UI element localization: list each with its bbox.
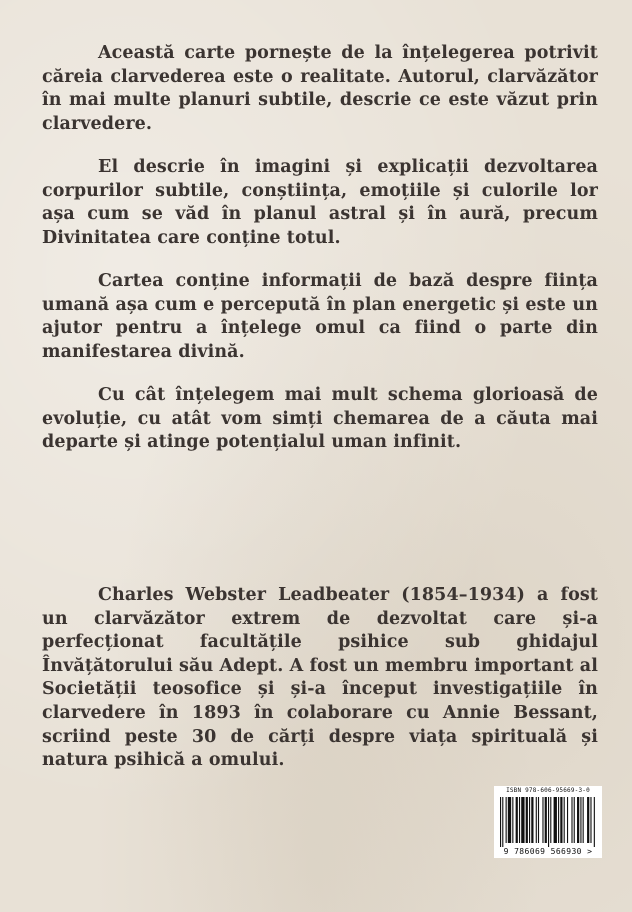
- barcode-bar: [590, 797, 591, 843]
- barcode-bar: [577, 797, 579, 843]
- author-bio: Charles Webster Leadbeater (1854–1934) a fost un clarvăzător extrem de dezvoltat care și-a perfecționat facultățile psihice sub ghidajul Învățătorului său Adept. A fost un membru important al Societății teosofice și și-a început investigațiile în clarvedere în 1893 în colaborare cu Annie Bessant, scriind peste 30 de cărți despre viața spirituală și natura psihică a omului.: [42, 585, 598, 771]
- barcode-bar: [531, 797, 533, 843]
- barcode-bar: [500, 797, 501, 847]
- isbn-label: ISBN 978-606-95669-3-0: [506, 787, 590, 794]
- description-paragraph-1: Această carte pornește de la înțelegerea potrivit căreia clarvederea este o realitate. Autorul, clarvăzător în mai multe planuri subtile, descrie ce este văzut prin clarvedere.: [42, 43, 598, 134]
- barcode-bar: [526, 797, 528, 843]
- barcode-bar: [502, 797, 503, 847]
- barcode-bar: [538, 797, 539, 843]
- barcode-bar: [512, 797, 513, 843]
- barcode-bar: [554, 797, 557, 843]
- description-paragraph-2: El descrie în imagini și explicații dezvoltarea corpurilor subtile, conștiința, emoțiile și culorile lor așa cum se văd în planul astral și în aură, precum Divinitatea care conține totul.: [42, 157, 598, 248]
- barcode-bar: [550, 797, 551, 843]
- barcode-bar: [560, 797, 562, 843]
- barcode-bar: [574, 797, 575, 843]
- barcode-bar: [545, 797, 547, 843]
- barcode-bar: [594, 797, 595, 847]
- barcode-bar: [529, 797, 530, 843]
- barcode-bar: [516, 797, 518, 843]
- barcode-bar: [506, 797, 507, 843]
- barcode-bar: [564, 797, 565, 843]
- ean-digits: 9 786069 566930 >: [503, 847, 593, 856]
- barcode-bar: [521, 797, 524, 843]
- barcode-bar: [580, 797, 581, 843]
- barcode-bar: [571, 797, 572, 843]
- barcode-bar: [508, 797, 511, 843]
- barcode-bar: [548, 797, 549, 847]
- barcode-bar: [583, 797, 584, 843]
- barcode-bar: [558, 797, 559, 843]
- barcode-bar: [587, 797, 589, 843]
- barcode-bar: [567, 797, 568, 843]
- description-paragraph-4: Cu cât înțelegem mai mult schema glorioasă de evoluție, cu atât vom simți chemarea de a căuta mai departe și atinge potențialul uman infinit.: [42, 385, 598, 453]
- description-paragraph-3: Cartea conține informații de bază despre ființa umană așa cum e percepută în plan energetic și este un ajutor pentru a înțelege omul ca fiind o parte din manifestarea divină.: [42, 271, 598, 362]
- barcode-bar: [542, 797, 543, 843]
- barcode-bar: [536, 797, 537, 843]
- isbn-barcode: [494, 786, 602, 858]
- barcode-bars: [500, 797, 596, 847]
- barcode-bar: [519, 797, 520, 843]
